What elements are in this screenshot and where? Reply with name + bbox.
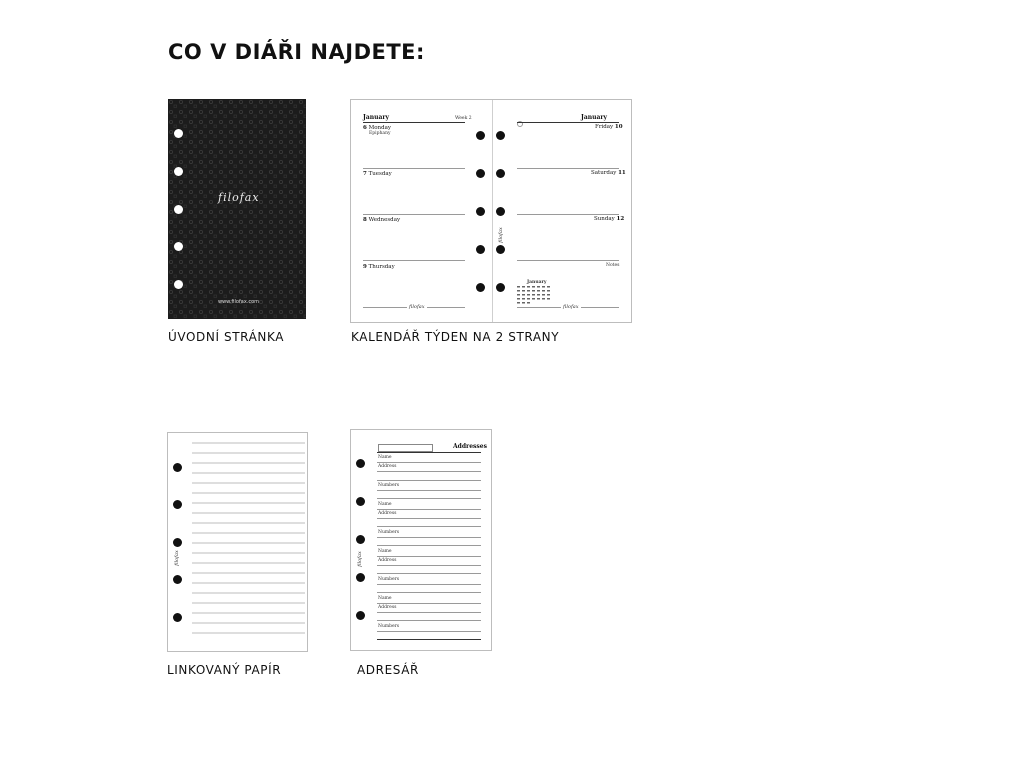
entry-line <box>377 537 481 538</box>
entry-line <box>377 556 481 557</box>
day-divider <box>517 168 619 169</box>
numbers-label: Numbers <box>378 483 400 488</box>
name-label: Name <box>378 549 392 554</box>
punch-hole <box>174 242 183 251</box>
ruled-lines <box>168 433 307 651</box>
day-label: Friday 10 <box>595 124 623 130</box>
address-label: Address <box>378 511 397 516</box>
numbers-label: Numbers <box>378 624 400 629</box>
filofax-brand: filofax <box>563 304 579 310</box>
entry-line <box>377 518 481 519</box>
name-label: Name <box>378 502 392 507</box>
punch-hole <box>496 245 505 254</box>
entry-line <box>377 471 481 472</box>
day-label: Saturday 11 <box>591 170 626 176</box>
address-label: Address <box>378 605 397 610</box>
lined-caption: LINKOVANÝ PAPÍR <box>167 663 282 677</box>
header-rule <box>377 452 481 453</box>
day-divider <box>517 260 619 261</box>
day-divider <box>517 214 619 215</box>
cover-caption: ÚVODNÍ STRÁNKA <box>168 330 285 344</box>
punch-hole <box>356 611 365 620</box>
cover-pattern <box>168 99 306 319</box>
day-label: 6 Monday <box>363 125 391 131</box>
entry-line <box>377 631 481 632</box>
day-divider <box>363 168 465 169</box>
punch-hole <box>173 500 182 509</box>
entry-line <box>377 498 481 499</box>
day-label: 8 Wednesday <box>363 217 401 223</box>
day-label: 7 Tuesday <box>363 171 392 177</box>
entry-line <box>377 545 481 546</box>
punch-hole <box>173 463 182 472</box>
notes-label: Notes <box>606 263 620 268</box>
entry-line <box>377 480 481 481</box>
punch-hole <box>496 207 505 216</box>
right-month: January <box>581 114 607 121</box>
left-week-number: Week 2 <box>455 116 472 121</box>
day-divider <box>363 214 465 215</box>
entry-line <box>377 565 481 566</box>
punch-hole <box>174 167 183 176</box>
punch-hole <box>356 459 365 468</box>
address-label: Address <box>378 464 397 469</box>
mini-calendar-title: January <box>527 280 547 285</box>
punch-hole <box>476 131 485 140</box>
numbers-label: Numbers <box>378 530 400 535</box>
punch-hole <box>356 535 365 544</box>
punch-hole <box>174 129 183 138</box>
punch-hole <box>356 573 365 582</box>
entry-line <box>377 592 481 593</box>
entry-line <box>377 620 481 621</box>
punch-hole <box>496 283 505 292</box>
punch-hole <box>173 575 182 584</box>
cover-url: www.filofax.com <box>218 299 260 305</box>
address-tab-box <box>378 444 433 452</box>
punch-hole <box>174 205 183 214</box>
filofax-brand: filofax <box>409 304 425 310</box>
header-rule <box>517 122 619 123</box>
mini-calendar-grid <box>517 286 553 306</box>
page-title: CO V DIÁŘI NAJDETE: <box>168 40 425 64</box>
entry-line <box>377 526 481 527</box>
name-label: Name <box>378 455 392 460</box>
punch-hole <box>173 613 182 622</box>
entry-line <box>377 584 481 585</box>
address-label: Address <box>378 558 397 563</box>
day-label: 9 Thursday <box>363 264 395 270</box>
lined-paper-thumbnail <box>167 432 308 652</box>
entry-line <box>377 603 481 604</box>
punch-hole <box>356 497 365 506</box>
address-page-thumbnail <box>350 429 492 651</box>
address-caption: ADRESÁŘ <box>357 663 419 677</box>
day-note: Epiphany <box>369 131 391 136</box>
filofax-logo: filofax <box>218 191 260 204</box>
day-label: Sunday 12 <box>594 216 625 222</box>
entry-line <box>377 490 481 491</box>
entry-line <box>377 639 481 640</box>
cover-page-thumbnail <box>168 99 306 319</box>
spread-fold <box>492 100 493 322</box>
filofax-brand-vertical: filofax <box>497 227 504 243</box>
address-title: Addresses <box>453 443 487 450</box>
entry-line <box>377 573 481 574</box>
punch-hole <box>496 169 505 178</box>
day-divider <box>363 260 465 261</box>
header-rule <box>363 122 465 123</box>
entry-line <box>377 509 481 510</box>
numbers-label: Numbers <box>378 577 400 582</box>
punch-hole <box>476 169 485 178</box>
entry-line <box>377 462 481 463</box>
filofax-brand-vertical: filofax <box>356 551 363 567</box>
left-month: January <box>363 114 389 121</box>
week-caption: KALENDÁŘ TÝDEN NA 2 STRANY <box>351 330 560 344</box>
filofax-brand-vertical: filofax <box>173 550 180 566</box>
punch-hole <box>476 245 485 254</box>
entry-line <box>377 612 481 613</box>
punch-hole <box>173 538 182 547</box>
punch-hole <box>476 207 485 216</box>
punch-hole <box>174 280 183 289</box>
punch-hole <box>476 283 485 292</box>
week-spread-thumbnail <box>350 99 632 323</box>
punch-hole <box>496 131 505 140</box>
name-label: Name <box>378 596 392 601</box>
